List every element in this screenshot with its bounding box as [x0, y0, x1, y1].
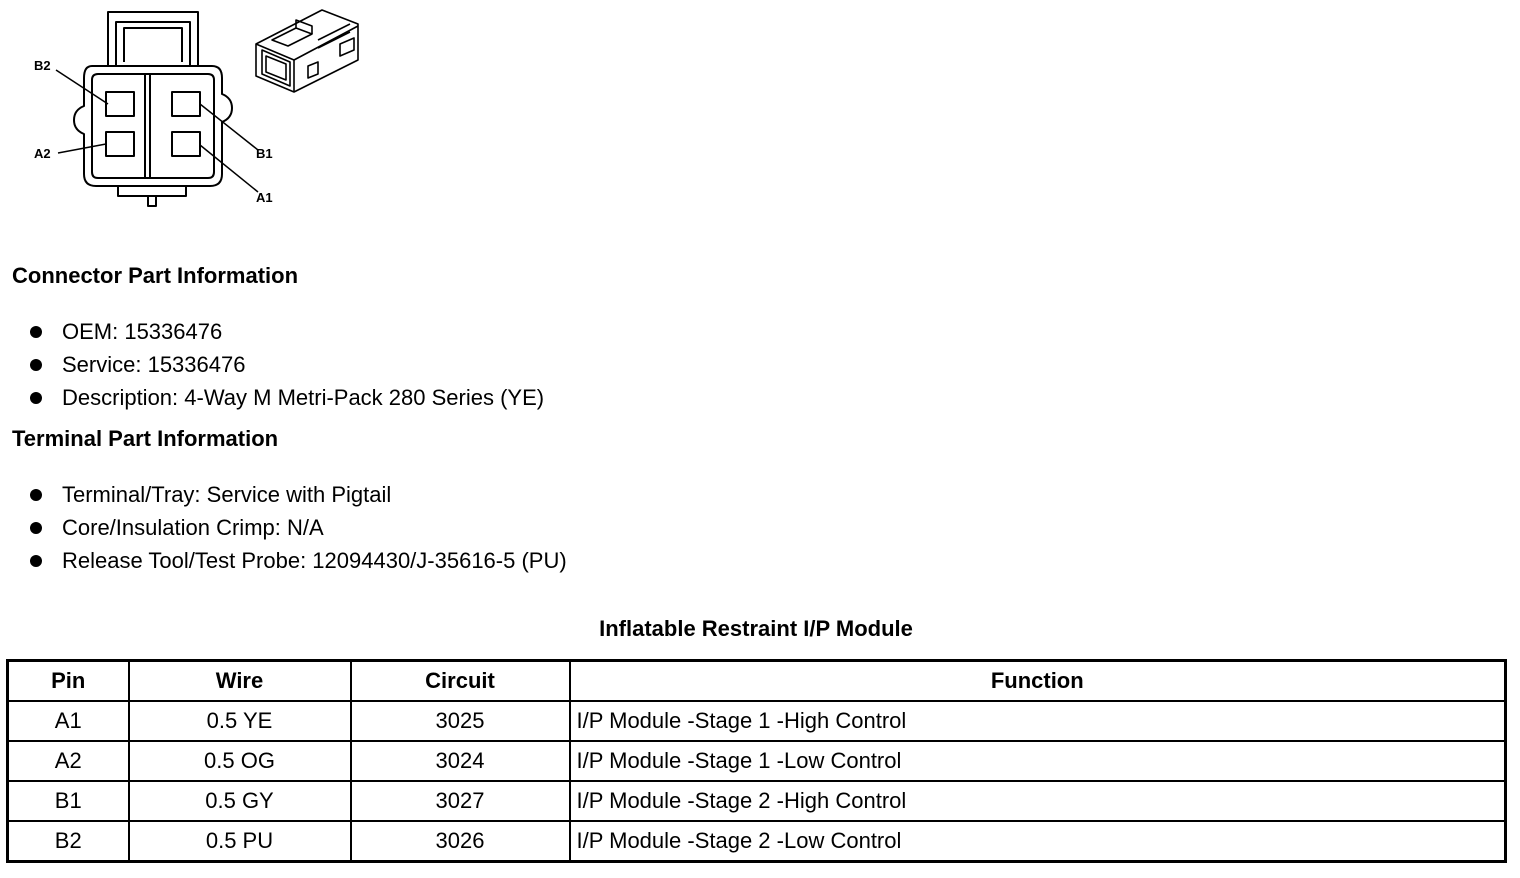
bullet-icon	[30, 489, 42, 501]
cell-wire: 0.5 YE	[129, 701, 351, 741]
list-item	[28, 478, 567, 511]
cell-wire: 0.5 OG	[129, 741, 351, 781]
bullet-icon	[30, 326, 42, 338]
cell-wire: 0.5 PU	[129, 821, 351, 862]
bullet-icon	[30, 522, 42, 534]
cell-function: I/P Module -Stage 1 -Low Control	[570, 741, 1506, 781]
pin-label-a1: A1	[256, 190, 273, 205]
table-row	[8, 781, 1506, 821]
header-function: Function	[570, 661, 1506, 702]
cell-circuit: 3024	[351, 741, 570, 781]
cell-circuit: 3025	[351, 701, 570, 741]
connector-description: Description: 4-Way M Metri-Pack 280 Series (YE)	[62, 385, 545, 410]
terminal-tray: Terminal/Tray: Service with Pigtail	[62, 482, 392, 507]
cell-pin: A2	[8, 741, 129, 781]
cell-circuit: 3026	[351, 821, 570, 862]
list-item	[28, 348, 544, 381]
terminal-info-list	[28, 478, 567, 577]
bullet-icon	[30, 555, 42, 567]
header-wire: Wire	[129, 661, 351, 702]
bullet-icon	[30, 359, 42, 371]
connector-info-heading: Connector Part Information	[12, 263, 299, 288]
terminal-info-heading: Terminal Part Information	[12, 426, 279, 451]
cell-wire: 0.5 GY	[129, 781, 351, 821]
connector-iso-sketch	[256, 10, 358, 92]
header-pin: Pin	[8, 661, 129, 702]
connector-oem: OEM: 15336476	[62, 319, 223, 344]
cell-function: I/P Module -Stage 2 -Low Control	[570, 821, 1506, 862]
cell-circuit: 3027	[351, 781, 570, 821]
table-title: Inflatable Restraint I/P Module	[599, 616, 913, 641]
cell-function: I/P Module -Stage 1 -High Control	[570, 701, 1506, 741]
header-circuit: Circuit	[351, 661, 570, 702]
connector-diagram	[0, 0, 380, 220]
list-item	[28, 381, 544, 414]
cell-pin: B1	[8, 781, 129, 821]
cell-pin: A1	[8, 701, 129, 741]
pin-label-b2: B2	[34, 58, 51, 73]
list-item	[28, 544, 567, 577]
pin-label-a2: A2	[34, 146, 51, 161]
pinout-table	[6, 659, 1507, 863]
table-row	[8, 701, 1506, 741]
connector-service: Service: 15336476	[62, 352, 246, 377]
cell-pin: B2	[8, 821, 129, 862]
table-header-row	[8, 661, 1506, 702]
table-row	[8, 821, 1506, 862]
terminal-crimp: Core/Insulation Crimp: N/A	[62, 515, 324, 540]
table-row	[8, 741, 1506, 781]
pin-label-b1: B1	[256, 146, 273, 161]
list-item	[28, 315, 544, 348]
cell-function: I/P Module -Stage 2 -High Control	[570, 781, 1506, 821]
list-item	[28, 511, 567, 544]
bullet-icon	[30, 392, 42, 404]
connector-info-list	[28, 315, 544, 414]
terminal-release-tool: Release Tool/Test Probe: 12094430/J-35616-5 (PU)	[62, 548, 567, 573]
